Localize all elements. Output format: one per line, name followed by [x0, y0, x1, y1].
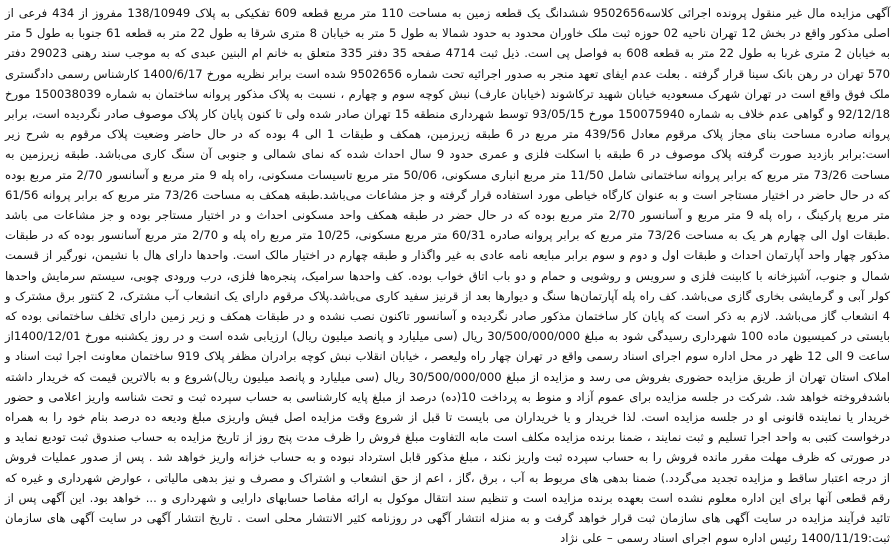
auction-notice-body: آگهی مزایده مال غیر منقول پرونده اجرائی کلاسه9502656 ششدانگ یک قطعه زمین به مساحت 110 متر مربع قطعه 609 تفکیکی به پلاک 138/10949 مفروز از 434 فرعی از اصلی مذکور واقع در بخش 12 تهران ناحیه 02 حوزه ثبت ملک خاوران محدود به حدود شمالا به طول 5 متر به خیابان 8 متری شرقا به طول 22 متر به قطعه 61 جنوبا به طول 5 متر به خیابان 2 متری غربا به طول 22 متر به قطعه 608 به فواصل پی است. ذیل ثبت 4714 صفحه 35 دفتر 335 متعلق به خانم ام البنین عبدی که به موجب سند رهنی 29023 دفتر 570 تهران در رهن بانک سینا قرار گرفته . بعلت عدم ایفای تعهد منجر به صدور اجرائیه تحت شماره 9502656 شده است برابر نظریه مورخ 1400/6/17 کارشناس رسمی دادگستری ملک فوق واقع است در تهران شهرک مسعودیه خیابان شهید ترکاشوند (خیابان عارف) نبش کوچه سوم و چهارم ، نسبت به پلاک مذکور پروانه ساختمان به شماره 150038039 مورخ 92/12/18 و گواهی عدم خلاف به شماره 150075940 مورخ 93/05/15 توسط شهرداری منطقه 15 تهران صادر شده ولی تا کنون پایان کار پلاک موصوف صادر نگردیده است، برابر پروانه صادره مساحت بنای مجاز پلاک مرقوم معادل 439/56 متر مربع در 6 طبقه زیرزمین، همکف و طبقات 1 الی 4 بوده که در حال حاضر وضعیت پلاک مرقوم به شرح زیر است:برابر بازدید صورت گرفته پلاک موصوف در 6 طبقه با اسکلت فلزی و عمری حدود 9 سال احداث شده که نمای شمالی و جنوبی آن سنگ کاری می‌باشد. طبقه زیرزمین به مساحت 73/26 متر مربع که برابر پروانه ساختمانی شامل 11/50 متر مربع انباری مسکونی، 50/06 متر مربع تاسیسات مسکونی، راه پله 9 متر مربع و آسانسور 2/70 متر مربع بوده که در حال حاضر در اختیار مستاجر است و به عنوان کارگاه خیاطی مورد استفاده قرار گرفته و جز مشاعات می‌باشد.طبقه همکف به مساحت 73/26 متر مربع که برابر پروانه 61/56 متر مربع پارکینگ ، راه پله 9 متر مربع و آسانسور 2/70 متر مربع بوده که در حال حضر در طبقه همکف واحد مسکونی احداث و در اختیار مستاجر بوده و جز مشاعات می باشد .طبقات اول الی چهارم هر یک به مساحت 73/26 متر مربع که برابر پروانه صادره 60/31 متر مربع مسکونی، 10/25 متر مربع راه پله و 2/70 متر مربع آسانسور بوده که در طبقات مذکور چهار واحد آپارتمان احداث و طبقات اول و دوم و سوم برابر مبایعه نامه عادی به غیر واگذار و طبقه چهارم در اختیار مالک است. واحدها دارای هال با نشیمن، نورگیر از قسمت شمال و جنوب، آشپزخانه با کابینت فلزی و سرویس و روشویی و حمام و دو باب اتاق خواب بوده. کف واحدها سرامیک، پنجره‌ها فلزی، درب ورودی چوبی، سیستم سرمایش واحدها کولر آبی و گرمایشی بخاری گازی می‌باشد. کف راه پله آپارتمان‌ها سنگ و دیوارها بعد از قرنیز سفید کاری می‌باشد.پلاک مرقوم دارای یک انشعاب آب مشترک، 2 کنتور برق مشترک و 4 انشعاب گاز می‌باشد. لازم به ذکر است که پایان کار ساختمان مذکور صادر نگردیده و آسانسور تاکنون نصب نشده و در طبقات همکف و زیر زمین دارای تخلف ساختمانی بوده که بایستی در کمیسیون ماده 100 شهرداری رسیدگی شود به مبلغ 30/500/000/000 ریال (سی میلیارد و پانصد میلیون ریال) ارزیابی شده است و در روز یکشنبه مورخ 1400/12/01از ساعت 9 الی 12 ظهر در محل اداره سوم اجرای اسناد رسمی واقع در تهران چهار راه ولیعصر ، خیابان انقلاب نبش کوچه برادران مظفر پلاک 919 ساختمان معاونت اجرا ثبت اسناد و املاک استان تهران از طریق مزایده حضوری بفروش می رسد و مزایده از مبلغ 30/500/000/000 ریال (سی میلیارد و پانصد میلیون ریال)شروع و به بالاترین قیمت که خریدار داشته باشدفروخته خواهد شد. شرکت در جلسه مزایده برای عموم آزاد و منوط به پرداخت 10(ده) درصد از مبلغ پایه کارشناسی به حساب سپرده ثبت و تحت شناسه واریز اعلامی و حضور خریدار یا نماینده قانونی او در جلسه مزایده است. لذا خریدار و یا خریداران می بایست تا قبل از شروع وقت مزایده اصل فیش واریزی مبلغ ودیعه ده درصد بنام خود را به همراه درخواست کتبی به واحد اجرا تسلیم و ثبت نمایند ، ضمنا برنده مزایده مکلف است مابه التفاوت مبلغ فروش را ظرف مدت پنج روز از تاریخ مزایده به حساب صندوق ثبت تودیع نماید و در صورتی که ظرف مهلت مقرر مانده فروش را به حساب سپرده ثبت واریز نکند ، مبلغ مذکور قابل استرداد نبوده و به حساب خزانه واریز خواهد شد . پس از صدور عملیات فروش از درجه اعتبار ساقط و مزایده تجدید می‌گردد.) ضمنا بدهی های مربوط به آب ، برق ،گاز ، اعم از حق انشعاب و اشتراک و مصرف و نیز بدهی مالیاتی ، عوارض شهرداری و غیره که رقم قطعی آنها برای این اداره معلوم نشده است بعهده برنده مزایده است و تنظیم سند انتقال موکول به ارائه مفاصا حسابهای دارایی و شهرداری و ... خواهد بود. این آگهی پس از تائید فرآیند مزایده در سایت آگهی های سازمان ثبت قرار خواهد گرفت و به منزله انتشار آگهی در روزنامه کثیر الانتشار محلی است . تاریخ انتشار آگهی در سایت آگهی های سازمان ثبت:1400/11/19 رئیس اداره سوم اجرای اسناد رسمی – علی نژاد	[4, 6, 891, 546]
